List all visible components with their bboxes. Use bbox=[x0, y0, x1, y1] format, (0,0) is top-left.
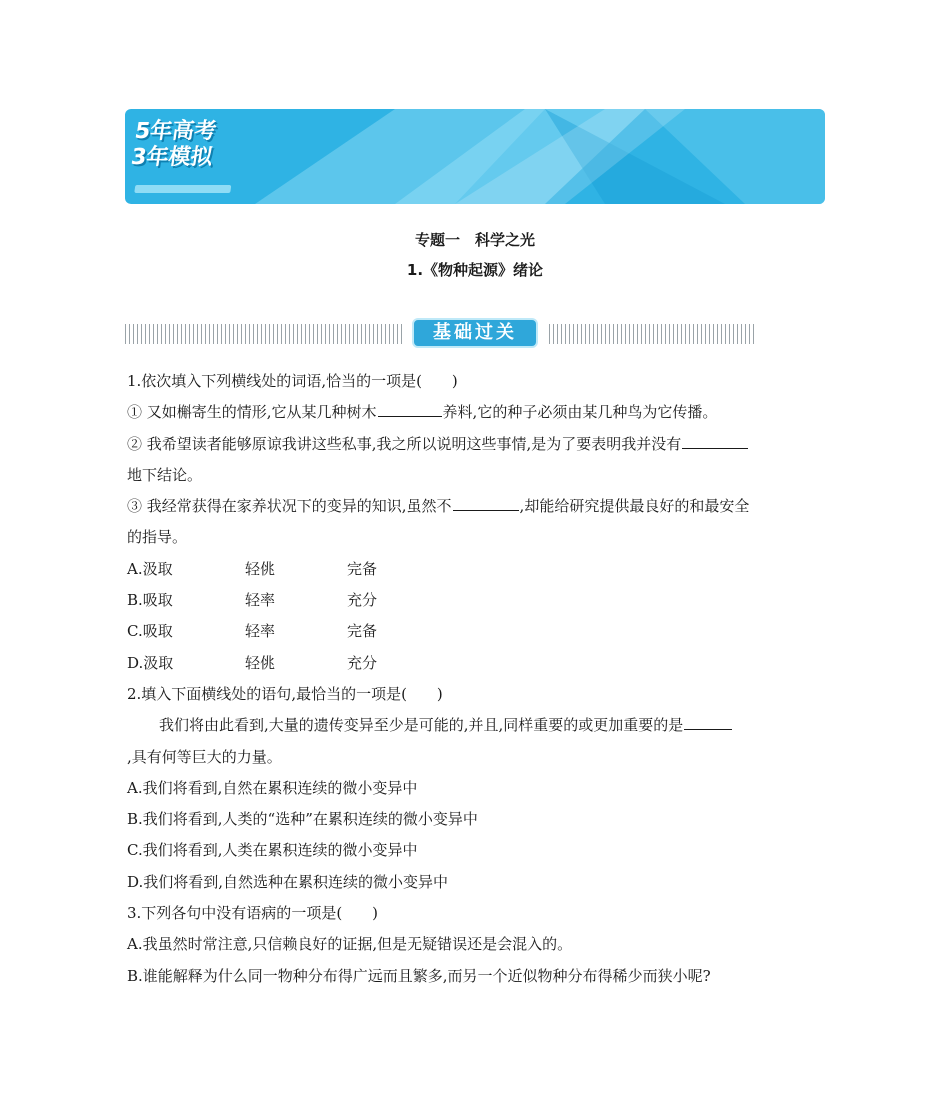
q2-option-a: A.我们将看到,自然在累积连续的微小变异中 bbox=[127, 778, 418, 797]
option-word-2: 轻率 bbox=[245, 622, 276, 641]
option-word-1: A.汲取 bbox=[127, 559, 173, 578]
q2-option-b: B.我们将看到,人类的“选种”在累积连续的微小变异中 bbox=[127, 810, 478, 829]
q1-sentence-3 bbox=[127, 491, 827, 522]
q2-passage-after: ,具有何等巨大的力量。 bbox=[127, 747, 282, 766]
logo-underline bbox=[134, 185, 231, 193]
lesson-title: 1.《物种起源》绪论 bbox=[406, 261, 544, 279]
q1-option-d bbox=[127, 648, 827, 679]
logo-line-1: 5年高考 bbox=[133, 119, 218, 144]
q2-passage-before: 我们将由此看到,大量的遗传变异至少是可能的,并且,同样重要的或更加重要的是 bbox=[159, 716, 684, 735]
q1-s1-after: 养料,它的种子必须由某几种鸟为它传播。 bbox=[442, 403, 718, 422]
q3-option-b: B.谁能解释为什么同一物种分布得广远而且繁多,而另一个近似物种分布得稀少而狭小呢? bbox=[127, 966, 711, 985]
question-list bbox=[127, 366, 827, 992]
q2-passage bbox=[127, 710, 827, 741]
q1-s3-before: ③ 我经常获得在家养状况下的变异的知识,虽然不 bbox=[127, 497, 452, 516]
brand-logo bbox=[125, 119, 246, 199]
q2-stem: 2.填入下面横线处的语句,最恰当的一项是( ) bbox=[127, 684, 443, 703]
option-word-3: 充分 bbox=[347, 591, 378, 610]
q1-s2-before: ② 我希望读者能够原谅我讲这些私事,我之所以说明这些事情,是为了要表明我并没有 bbox=[127, 434, 682, 453]
q1-sentence-1 bbox=[127, 397, 827, 428]
q1-option-a bbox=[127, 554, 827, 585]
answer-blank bbox=[453, 493, 519, 511]
q1-s2-after: 地下结论。 bbox=[127, 465, 203, 484]
answer-blank bbox=[684, 712, 732, 730]
option-word-2: 轻佻 bbox=[245, 653, 276, 672]
q3-option-a: A.我虽然时常注意,只信赖良好的证据,但是无疑错误还是会混入的。 bbox=[127, 935, 573, 954]
q1-s1-before: ① 又如槲寄生的情形,它从某几种树木 bbox=[127, 403, 377, 422]
answer-blank bbox=[682, 431, 748, 449]
q1-s3-after: ,却能给研究提供最良好的和最安全 bbox=[519, 497, 750, 516]
q2-option-d: D.我们将看到,自然选种在累积连续的微小变异中 bbox=[127, 872, 449, 891]
q1-sentence-2 bbox=[127, 429, 827, 460]
divider-stripes-left bbox=[125, 324, 403, 344]
answer-blank bbox=[378, 399, 442, 417]
option-word-3: 充分 bbox=[347, 653, 378, 672]
option-word-3: 完备 bbox=[347, 559, 378, 578]
option-word-3: 完备 bbox=[347, 622, 378, 641]
q1-stem: 1.依次填入下列横线处的词语,恰当的一项是( ) bbox=[127, 372, 458, 390]
q1-s3-cont: 的指导。 bbox=[127, 528, 188, 547]
q1-option-b bbox=[127, 585, 827, 616]
option-word-2: 轻佻 bbox=[245, 559, 276, 578]
option-word-2: 轻率 bbox=[245, 591, 276, 610]
q2-option-c: C.我们将看到,人类在累积连续的微小变异中 bbox=[127, 841, 418, 860]
topic-title: 专题一 科学之光 bbox=[414, 231, 535, 249]
q1-option-c bbox=[127, 616, 827, 647]
divider-stripes-right bbox=[549, 324, 755, 344]
q3-stem: 3.下列各句中没有语病的一项是( ) bbox=[127, 904, 379, 923]
section-badge: 基础过关 bbox=[412, 318, 538, 348]
option-word-1: C.吸取 bbox=[127, 622, 173, 641]
option-word-1: D.汲取 bbox=[127, 653, 174, 672]
section-divider bbox=[125, 318, 755, 348]
option-word-1: B.吸取 bbox=[127, 591, 173, 610]
logo-line-2: 3年模拟 bbox=[129, 145, 215, 170]
header-banner bbox=[125, 109, 825, 204]
